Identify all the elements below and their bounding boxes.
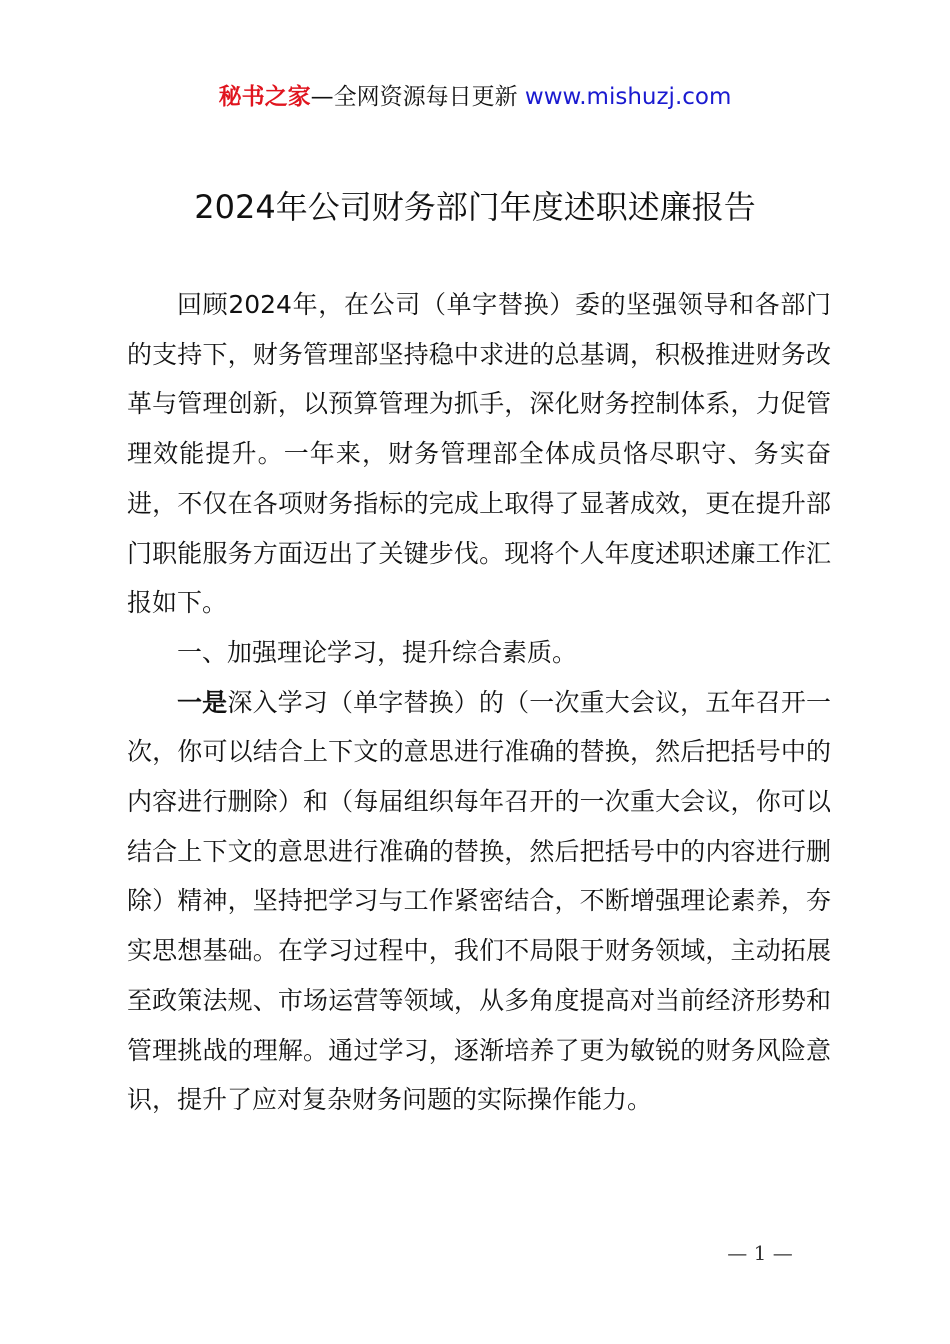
- page-number: — 1 —: [727, 1241, 793, 1265]
- point-1-text: 深入学习（单字替换）的（一次重大会议，五年召开一次，你可以结合上下文的意思进行准确的替换，然后把括号中的内容进行删除）和（每届组织每年召开的一次重大会议，你可以结合上下文的意思进行准确的替换，然后把括号中的内容进行删除）精神，坚持把学习与工作紧密结合，不断增强理论素养，夯实思想基础。在学习过程中，我们不局限于财务领域，主动拓展至政策法规、市场运营等领域，从多角度提高对当前经济形势和管理挑战的理解。通过学习，逐渐培养了更为敏锐的财务风险意识，提升了应对复杂财务问题的实际操作能力。: [127, 687, 831, 1115]
- intro-paragraph: 回顾2024年，在公司（单字替换）委的坚强领导和各部门的支持下，财务管理部坚持稳中求进的总基调，积极推进财务改革与管理创新，以预算管理为抓手，深化财务控制体系，力促管理效能提升。一年来，财务管理部全体成员恪尽职守、务实奋进，不仅在各项财务指标的完成上取得了显著成效，更在提升部门职能服务方面迈出了关键步伐。现将个人年度述职述廉工作汇报如下。: [127, 290, 831, 618]
- site-header: [0, 80, 950, 114]
- section-heading-1: 一、加强理论学习，提升综合素质。: [177, 637, 578, 667]
- site-brand: 秘书之家: [218, 84, 311, 110]
- point-1-paragraph: [127, 678, 831, 1125]
- document-body: [127, 280, 831, 1125]
- point-1-lead: 一是: [177, 687, 228, 717]
- site-url-link[interactable]: www.mishuzj.com: [524, 84, 732, 110]
- site-slogan: —全网资源每日更新: [310, 84, 518, 110]
- document-title: 2024年公司财务部门年度述职述廉报告: [194, 188, 756, 226]
